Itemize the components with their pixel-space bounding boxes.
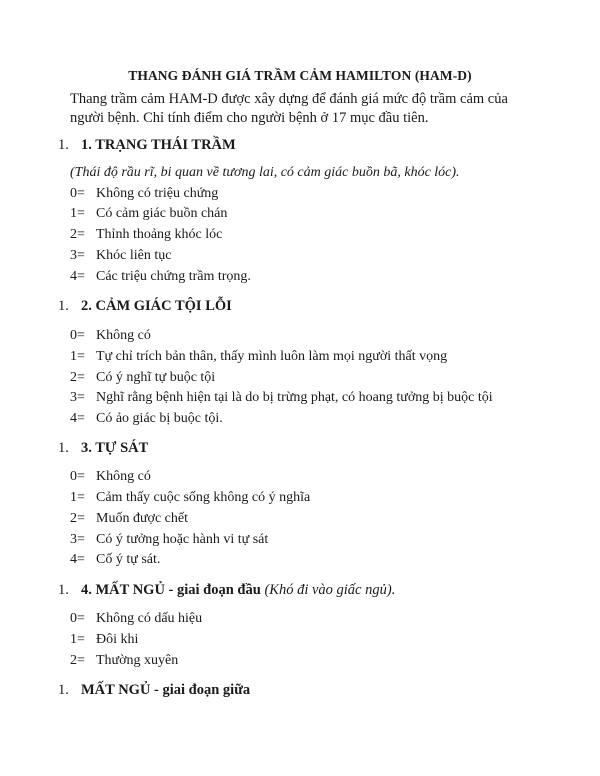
item-score: 3= xyxy=(70,248,85,263)
item-score: 4= xyxy=(70,411,85,426)
heading-note: (Khó đi vào giấc ngủ). xyxy=(264,582,396,598)
item-score: 0= xyxy=(70,328,85,343)
list-item xyxy=(70,349,447,365)
item-score: 2= xyxy=(70,653,85,668)
list-item xyxy=(70,411,223,427)
list-item xyxy=(70,227,222,243)
list-item xyxy=(70,390,493,406)
item-text: Không có xyxy=(96,328,151,343)
item-text: Không có triệu chứng xyxy=(96,186,219,201)
heading-number: 1. xyxy=(58,298,69,314)
item-score: 2= xyxy=(70,511,85,526)
item-score: 3= xyxy=(70,390,85,405)
item-score: 0= xyxy=(70,469,85,484)
list-item xyxy=(70,248,171,264)
item-text: Cảm thấy cuộc sống không có ý nghĩa xyxy=(96,490,311,505)
item-text: Không có xyxy=(96,469,151,484)
item-score: 0= xyxy=(70,611,85,626)
item-score: 4= xyxy=(70,552,85,567)
intro-paragraph: Thang trầm cảm HAM-D được xây dựng để đánh giá mức độ trầm cảm của người bệnh. Chỉ tính điểm cho người bệnh ở 17 mục đầu tiên. xyxy=(70,91,508,126)
item-score: 2= xyxy=(70,370,85,385)
item-text: Khóc liên tục xyxy=(96,248,172,263)
heading-number: 1. xyxy=(58,682,69,698)
item-score: 1= xyxy=(70,490,85,505)
list-item xyxy=(70,328,151,344)
item-text: Tự chỉ trích bản thân, thấy mình luôn làm mọi người thất vọng xyxy=(96,349,448,364)
item-text: Có ý tưởng hoặc hành vi tự sát xyxy=(96,532,269,547)
heading-title: MẤT NGỦ - giai đoạn giữa xyxy=(81,682,251,698)
heading-title: 4. MẤT NGỦ - giai đoạn đầu xyxy=(81,582,261,598)
item-text: Nghĩ rằng bệnh hiện tại là do bị trừng phạt, có hoang tưởng bị buộc tội xyxy=(96,390,493,405)
item-score: 1= xyxy=(70,349,85,364)
item-score: 3= xyxy=(70,532,85,547)
item-text: Đôi khi xyxy=(96,632,139,647)
item-text: Cố ý tự sát. xyxy=(96,552,161,567)
list-item xyxy=(70,611,202,627)
item-text: Thỉnh thoảng khóc lóc xyxy=(96,227,223,242)
item-score: 1= xyxy=(70,632,85,647)
document-title: THANG ĐÁNH GIÁ TRẦM CẢM HAMILTON (HAM-D) xyxy=(128,68,472,83)
heading-number: 1. xyxy=(58,440,69,456)
item-score: 4= xyxy=(70,269,85,284)
item-score: 2= xyxy=(70,227,85,242)
section-heading-5 xyxy=(58,682,250,699)
section-heading-2 xyxy=(58,298,232,315)
heading-title: 2. CẢM GIÁC TỘI LỖI xyxy=(81,298,232,314)
list-item xyxy=(70,532,268,548)
section-heading-1 xyxy=(58,137,236,154)
list-item xyxy=(70,490,310,506)
list-item xyxy=(70,552,160,568)
heading-number: 1. xyxy=(58,137,69,153)
item-text: Có ảo giác bị buộc tội. xyxy=(96,411,223,426)
list-item xyxy=(70,269,251,285)
section-heading-3 xyxy=(58,440,148,457)
list-item xyxy=(70,511,188,527)
list-item xyxy=(70,469,151,485)
section-heading-4 xyxy=(58,582,395,599)
list-item xyxy=(70,206,227,222)
item-text: Không có dấu hiệu xyxy=(96,611,203,626)
list-item xyxy=(70,632,138,648)
heading-title: 1. TRẠNG THÁI TRẦM xyxy=(81,137,236,153)
list-item xyxy=(70,370,215,386)
section-description: (Thái độ rầu rĩ, bi quan về tương lai, có cảm giác buồn bã, khóc lóc). xyxy=(70,165,460,180)
heading-title: 3. TỰ SÁT xyxy=(81,440,149,456)
item-text: Các triệu chứng trầm trọng. xyxy=(96,269,251,284)
item-text: Muốn được chết xyxy=(96,511,188,526)
item-text: Thường xuyên xyxy=(96,653,179,668)
list-item xyxy=(70,186,218,202)
item-score: 0= xyxy=(70,186,85,201)
list-item xyxy=(70,653,178,669)
item-text: Có cảm giác buồn chán xyxy=(96,206,228,221)
item-text: Có ý nghĩ tự buộc tội xyxy=(96,370,216,385)
item-score: 1= xyxy=(70,206,85,221)
heading-number: 1. xyxy=(58,582,69,598)
